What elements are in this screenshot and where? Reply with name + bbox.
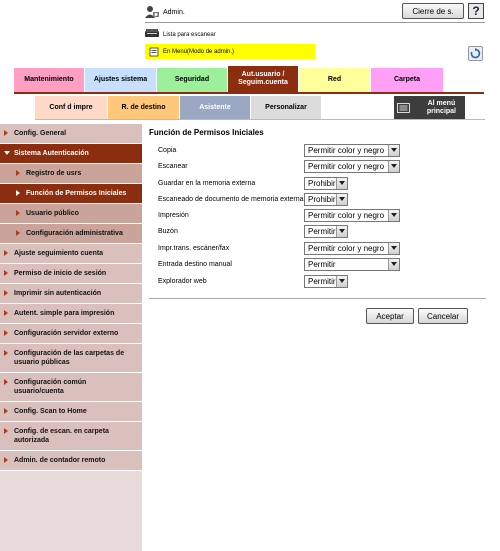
cancel-button[interactable]: Cancelar (418, 308, 468, 324)
dropdown-arrow-icon (388, 259, 399, 270)
sidebar-item-carpetas-publicas[interactable]: Configuración de las carpetas de usuario públicas (0, 344, 142, 373)
arrow-right-icon (16, 230, 20, 236)
arrow-right-icon (16, 190, 20, 196)
field-label: Buzón (158, 227, 178, 235)
sidebar-item-autent-simple[interactable]: Autent. simple para impresión (0, 304, 142, 324)
main-menu-button[interactable] (394, 96, 465, 120)
sidebar-item-imprimir-sin-auth[interactable]: Imprimir sin autenticación (0, 284, 142, 304)
field-label: Escanear (158, 162, 188, 170)
escanear-select[interactable]: Permitir color y negro (304, 160, 400, 173)
tab-conf-impre[interactable]: Conf d impre (35, 96, 107, 120)
mode-status-bar (145, 44, 315, 59)
info-icon (149, 47, 159, 57)
subtabs-underline (35, 119, 485, 120)
field-label: Explorador web (158, 277, 207, 285)
dropdown-arrow-icon (388, 243, 399, 254)
header-divider (145, 22, 485, 23)
sidebar-item-permiso-inicio[interactable]: Permiso de inicio de sesión (0, 264, 142, 284)
sidebar-subitem-funcion-permisos[interactable]: Función de Permisos Iniciales (0, 184, 142, 204)
sidebar-item-config-comun[interactable]: Configuración común usuario/cuenta (0, 373, 142, 402)
explorador-web-select[interactable]: Permitir (304, 275, 348, 288)
admin-label: Admin. (163, 9, 185, 16)
dropdown-arrow-icon (388, 145, 399, 156)
dropdown-arrow-icon (336, 194, 347, 205)
form-row-impresion (158, 208, 403, 222)
form-row-escaneado-memoria (158, 192, 403, 206)
sidebar-subitem-usuario-publico[interactable]: Usuario público (0, 204, 142, 224)
arrow-right-icon (16, 210, 20, 216)
guardar-memoria-select[interactable]: Prohibir (304, 177, 348, 190)
dropdown-arrow-icon (336, 178, 347, 189)
field-label: Copia (158, 146, 177, 154)
arrow-right-icon (4, 290, 8, 296)
arrow-right-icon (16, 170, 20, 176)
admin-user-icon (145, 5, 159, 19)
form-row-guardar-memoria (158, 176, 403, 190)
form-row-escanear (158, 159, 403, 173)
dropdown-arrow-icon (388, 161, 399, 172)
logout-button[interactable]: Cierre de s. (402, 3, 464, 19)
arrow-right-icon (4, 350, 8, 356)
arrow-right-icon (4, 250, 8, 256)
mode-status-text: En Menú(Modo de admin.) (163, 48, 235, 55)
arrow-right-icon (4, 330, 8, 336)
sidebar-item-escan-carpeta[interactable]: Config. de escan. en carpeta autorizada (0, 422, 142, 451)
form-row-explorador-web (158, 274, 403, 288)
refresh-button[interactable] (468, 46, 483, 61)
sidebar-item-scan-to-home[interactable]: Config. Scan to Home (0, 402, 142, 422)
field-label: Impr.trans. escáner/fax (158, 244, 230, 252)
dropdown-arrow-icon (336, 276, 347, 287)
field-label: Guardar en la memoria externa (158, 179, 256, 187)
arrow-right-icon (4, 428, 8, 434)
page-title: Función de Permisos Iniciales (149, 128, 264, 137)
dropdown-arrow-icon (388, 210, 399, 221)
arrow-right-icon (4, 130, 8, 136)
sidebar-subitem-registro-usrs[interactable]: Registro de usrs (0, 164, 142, 184)
sidebar (0, 124, 142, 551)
arrow-right-icon (4, 457, 8, 463)
scan-status-text: Lista para escanear (163, 32, 216, 38)
impresion-select[interactable]: Permitir color y negro (304, 209, 400, 222)
arrow-right-icon (4, 379, 8, 385)
tab-ajustes-sistema[interactable]: Ajustes sistema (85, 68, 156, 92)
tab-r-destino[interactable]: R. de destino (108, 96, 179, 120)
copia-select[interactable]: Permitir color y negro (304, 144, 400, 157)
form-row-impr-trans (158, 241, 403, 255)
tab-asistente[interactable]: Asistente (180, 96, 250, 120)
sidebar-filler (0, 471, 142, 551)
main-menu-label: Al menú principal (426, 100, 457, 115)
menu-icon (397, 102, 410, 114)
tab-aut-usuario[interactable]: Aut.usuario / Seguim.cuenta (228, 66, 298, 92)
field-label: Entrada destino manual (158, 260, 232, 268)
arrow-right-icon (4, 310, 8, 316)
sidebar-item-servidor-externo[interactable]: Configuración servidor externo (0, 324, 142, 344)
arrow-right-icon (4, 270, 8, 276)
sidebar-item-ajuste-seguimiento[interactable]: Ajuste seguimiento cuenta (0, 244, 142, 264)
field-label: Impresión (158, 211, 189, 219)
sidebar-item-sistema-autenticacion[interactable]: Sistema Autenticación (0, 144, 142, 164)
tabs-underline (14, 92, 484, 94)
refresh-icon (470, 48, 481, 59)
form-divider (149, 298, 486, 299)
form-row-copia (158, 143, 403, 157)
arrow-right-icon (4, 408, 8, 414)
impr-trans-select[interactable]: Permitir color y negro (304, 242, 400, 255)
form-row-buzon (158, 224, 403, 238)
tab-mantenimiento[interactable]: Mantenimiento (14, 68, 84, 92)
sidebar-item-config-general[interactable]: Config. General (0, 124, 142, 144)
help-button[interactable]: ? (468, 3, 484, 19)
accept-button[interactable]: Aceptar (366, 308, 414, 324)
buzon-select[interactable]: Permitir (304, 225, 348, 238)
arrow-down-icon (4, 151, 10, 155)
form-row-entrada-destino (158, 257, 403, 271)
tab-personalizar[interactable]: Personalizar (251, 96, 321, 120)
dropdown-arrow-icon (336, 226, 347, 237)
tab-seguridad[interactable]: Seguridad (157, 68, 227, 92)
tab-carpeta[interactable]: Carpeta (371, 68, 443, 92)
field-label: Escaneado de documento de memoria externa (158, 195, 304, 203)
tab-red[interactable]: Red (299, 68, 370, 92)
escaneado-memoria-select[interactable]: Prohibir (304, 193, 348, 206)
entrada-destino-select[interactable]: Permitir (304, 258, 400, 271)
sidebar-subitem-config-administrativa[interactable]: Configuración administrativa (0, 224, 142, 244)
sidebar-item-contador-remoto[interactable]: Admin. de contador remoto (0, 451, 142, 471)
scanner-icon (145, 28, 159, 38)
